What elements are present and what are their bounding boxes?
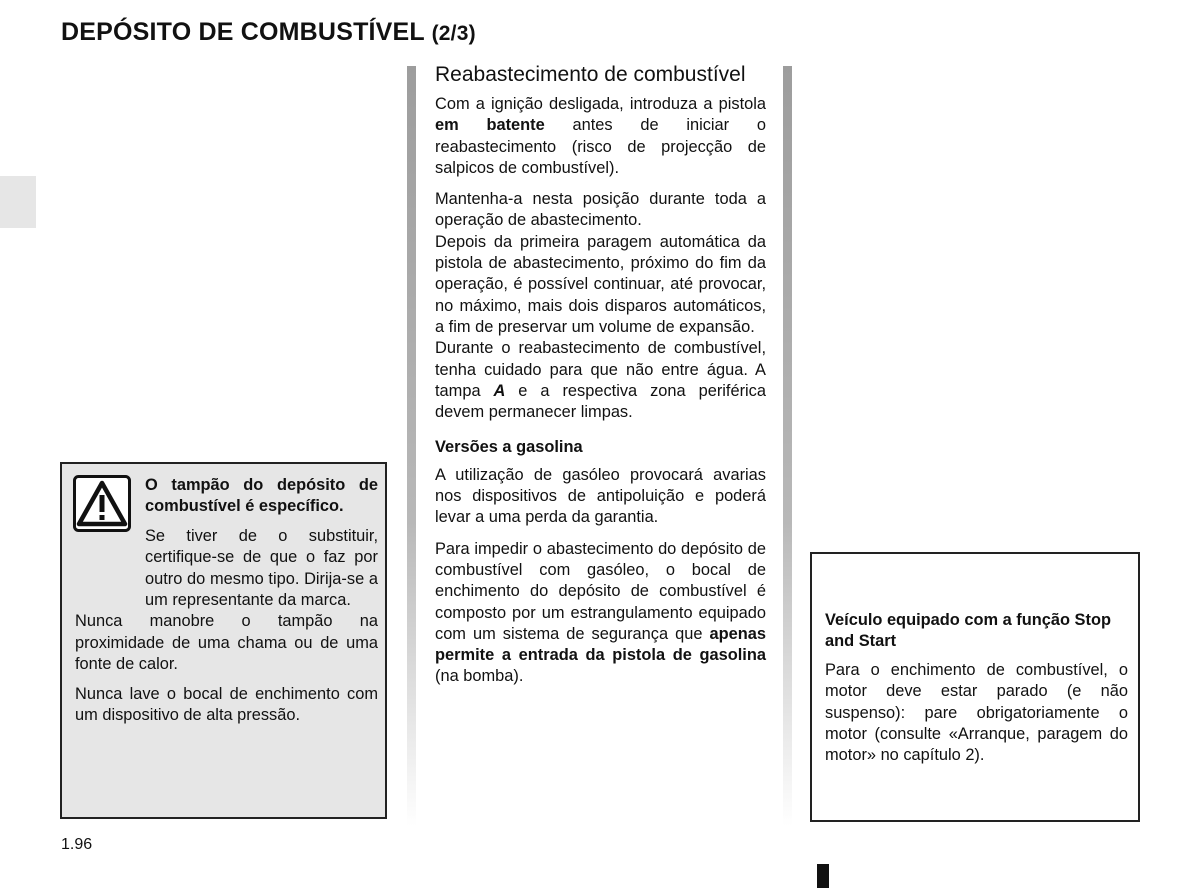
refuel-p2: Mantenha-a nesta posição durante toda a operação de abastecimento. xyxy=(435,190,766,230)
refuel-p3: Depois da primeira paragem automática da pistola de abastecimento, próximo do fim da operação, é possível continuar, até provocar, no máximo, mais dois disparos automáticos, a fim de preservar um volume de expansão. xyxy=(435,232,766,336)
warning-box xyxy=(60,462,387,819)
column-rule-right xyxy=(783,66,792,826)
refuel-p1: Com a ignição desligada, introduza a pistola em batente antes de iniciar o reabastecimento (risco de projecção de salpicos de combustível). xyxy=(435,95,767,177)
stop-start-text: Para o enchimento de combustível, o motor deve estar parado (e não suspenso): pare obrigatoriamente o motor (consulte «Arranque, paragem do motor» no capítulo 2). xyxy=(825,660,1128,765)
warning-text-2: Nunca manobre o tampão na proximidade de uma chama ou de uma fonte de calor. xyxy=(75,612,378,674)
column-rule-left xyxy=(407,66,416,826)
warning-text-1: Se tiver de o substituir, certifique-se de que o faz por outro do mesmo tipo. Dirija-se a um representante da marca. xyxy=(145,526,378,610)
refuel-section xyxy=(435,62,766,688)
title-main: DEPÓSITO DE COMBUSTÍVEL xyxy=(61,18,425,46)
edge-marker xyxy=(817,864,829,888)
title-part: (2/3) xyxy=(431,22,476,45)
page-number: 1.96 xyxy=(61,836,93,853)
refuel-p6: Para impedir o abastecimento do depósito de combustível com gasóleo, o bocal de enchimento do depósito de combustível é composto por um estrangulamento equipado com um sistema de segurança que apenas permite a entrada da pistola de gasolina (na bomba). xyxy=(435,539,766,686)
refuel-p4: Durante o reabastecimento de combustível, tenha cuidado para que não entre água. A tampa A e a respectiva zona periférica devem permanecer limpas. xyxy=(435,339,766,422)
stop-start-heading: Veículo equipado com a função Stop and Start xyxy=(825,611,1111,651)
refuel-p5: A utilização de gasóleo provocará avarias nos dispositivos de antipoluição e poderá levar a uma perda da garantia. xyxy=(435,465,766,527)
gasoline-heading: Versões a gasolina xyxy=(435,438,583,457)
stop-start-box xyxy=(810,552,1140,822)
refuel-heading: Reabastecimento de combustível xyxy=(435,63,746,86)
warning-text-3: Nunca lave o bocal de enchimento com um dispositivo de alta pressão. xyxy=(75,684,378,725)
page-title xyxy=(61,18,476,47)
chapter-tab xyxy=(0,176,36,228)
warning-heading: O tampão do depósito de combustível é específico. xyxy=(145,476,378,516)
